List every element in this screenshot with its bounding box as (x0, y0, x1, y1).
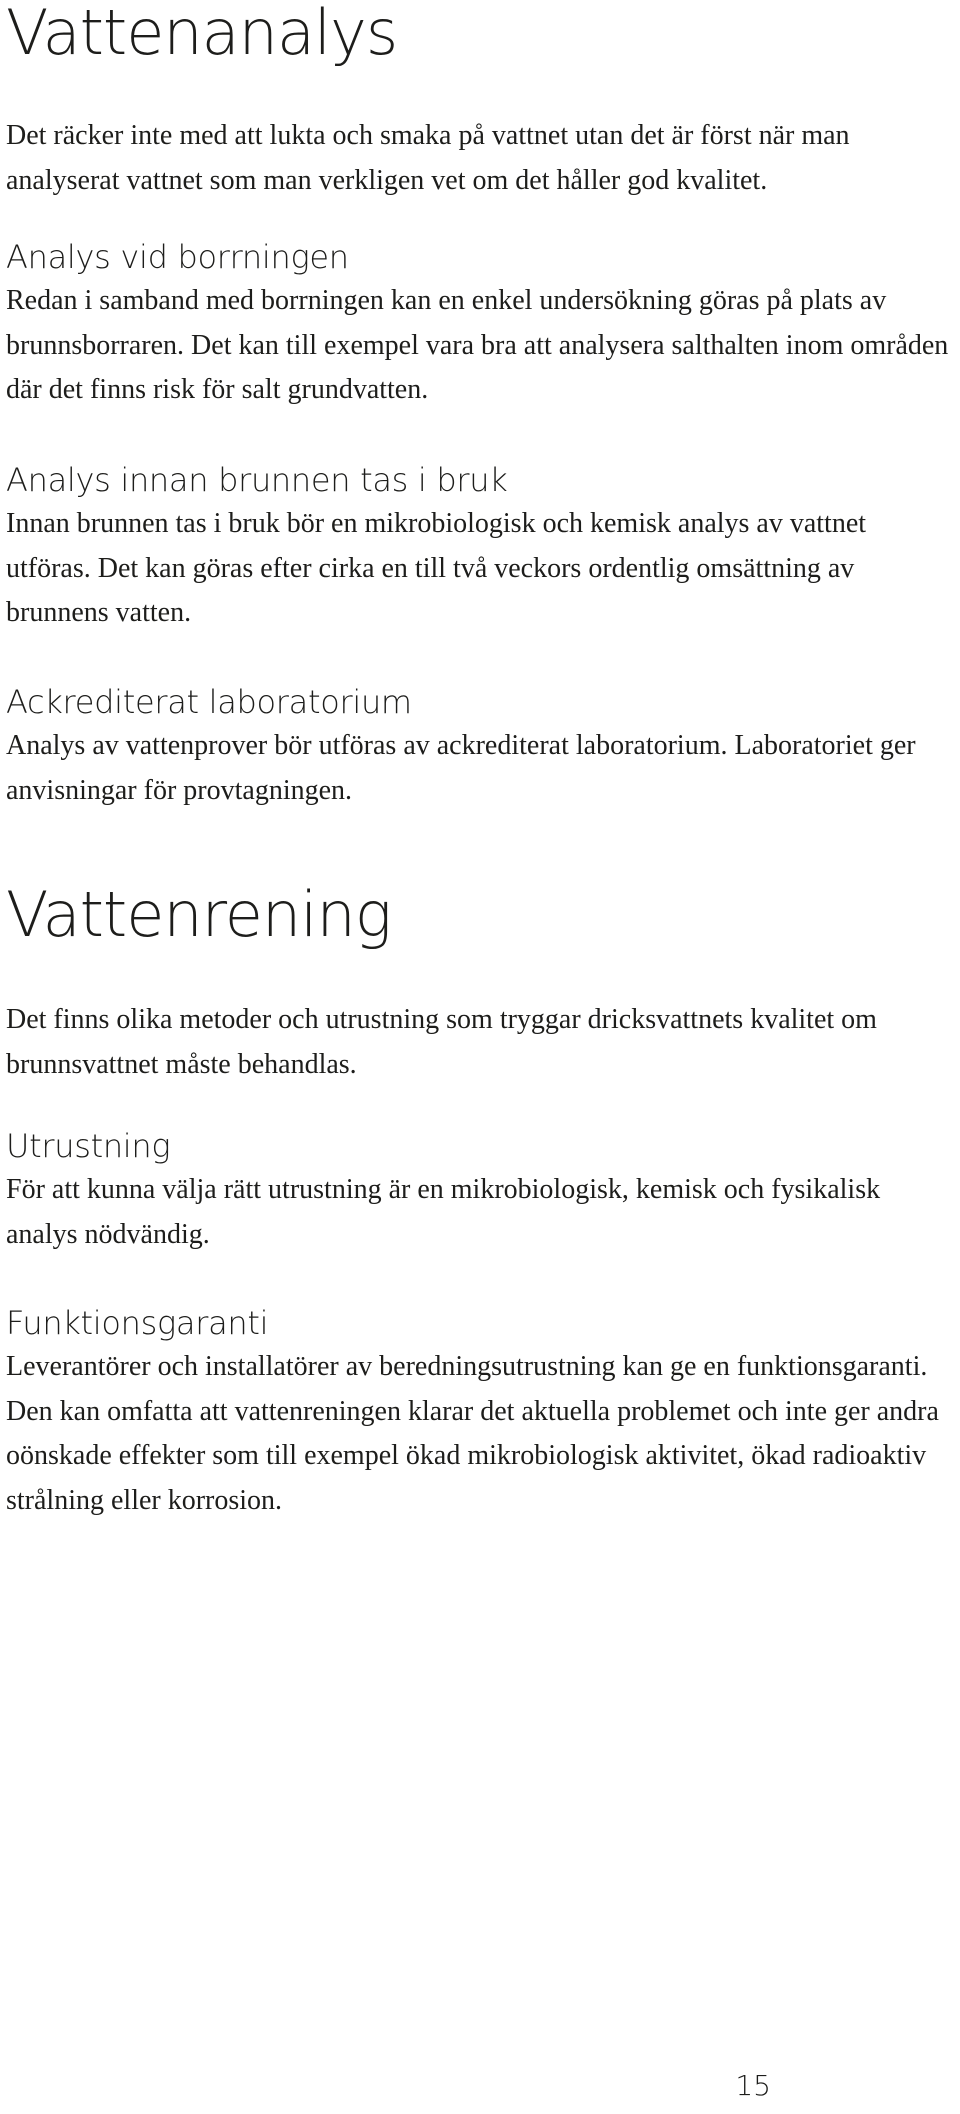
subsection-ackrediterat-laboratorium (6, 685, 954, 813)
section-title-vattenrening: Vattenrening (6, 878, 391, 951)
section-vattenrening-intro-block (6, 998, 954, 1087)
subsection-text: Leverantörer och installatörer av beredningsutrustning kan ge en funktionsgaranti. Den kan omfatta att vattenreningen klarar det aktuella problemet och inte ger andra oönskade effekter som till exempel ökad mikrobiologisk aktivitet, ökad radioaktiv strålning eller korrosion. (6, 1351, 939, 1516)
section-intro-vattenrening: Det finns olika metoder och utrustning som tryggar dricksvattnets kvalitet om brunnsvattnet måste behandlas. (6, 1004, 877, 1080)
subsection-text: Innan brunnen tas i bruk bör en mikrobiologisk och kemisk analys av vattnet utföras. Det kan göras efter cirka en till två veckors ordentlig omsättning av brunnens vatten. (6, 508, 867, 629)
subsection-heading: Utrustning (6, 1127, 171, 1165)
subsection-analys-innan-brunnen (6, 463, 954, 636)
subsection-heading: Ackrediterat laboratorium (6, 683, 412, 721)
subsection-text: För att kunna välja rätt utrustning är en mikrobiologisk, kemisk och fysikalisk analys nödvändig. (6, 1174, 881, 1250)
section-vattenanalys-title-block (6, 0, 954, 69)
subsection-heading: Funktionsgaranti (6, 1304, 269, 1342)
subsection-funktionsgaranti (6, 1306, 954, 1523)
section-vattenrening-title-block (6, 878, 954, 951)
subsection-utrustning (6, 1129, 954, 1257)
subsection-heading: Analys vid borrningen (6, 238, 349, 276)
section-vattenanalys-intro-block (6, 114, 954, 203)
section-intro-vattenanalys: Det räcker inte med att lukta och smaka på vattnet utan det är först när man analyserat vattnet som man verkligen vet om det håller god kvalitet. (6, 120, 850, 196)
section-title-vattenanalys: Vattenanalys (6, 0, 398, 69)
subsection-heading: Analys innan brunnen tas i bruk (6, 461, 508, 499)
subsection-analys-vid-borrningen (6, 240, 954, 413)
subsection-text: Redan i samband med borrningen kan en enkel undersökning göras på plats av brunnsborraren. Det kan till exempel vara bra att analysera salthalten inom områden där det finns risk för salt grundvatten. (6, 285, 949, 406)
subsection-text: Analys av vattenprover bör utföras av ackrediterat laboratorium. Laboratoriet ger anvisningar för provtagningen. (6, 730, 916, 806)
page-number: 15 (735, 2069, 771, 2102)
